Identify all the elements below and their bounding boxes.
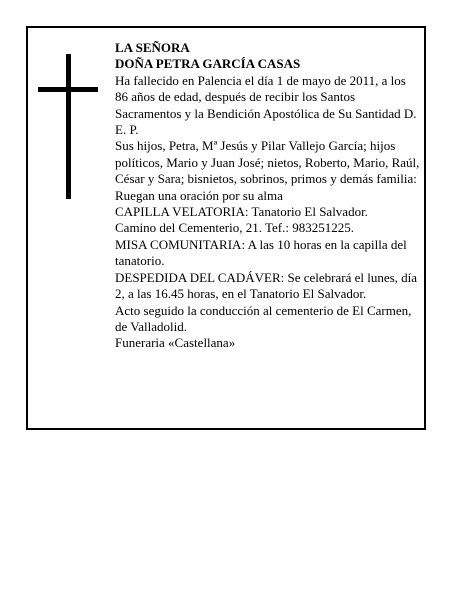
family-list: Sus hijos, Petra, Mª Jesús y Pilar Vallejo García; hijos políticos, Mario y Juan José; nietos, Roberto, Mario, Raúl, César y Sara; bisnietos, sobrinos, primos y demás familia: <box>115 138 420 187</box>
burial-info: Acto seguido la conducción al cementerio de El Carmen, de Valladolid. <box>115 302 412 334</box>
farewell-info: DESPEDIDA DEL CADÁVER: Se celebrará el lunes, día 2, a las 16.45 horas, en el Tanatorio El Salvador. <box>115 269 418 302</box>
notice-text <box>115 40 420 352</box>
mass-info: MISA COMUNITARIA: A las 10 horas en la capilla del tanatorio. <box>115 236 407 269</box>
chapel-info: CAPILLA VELATORIA: Tanatorio El Salvador. <box>115 204 368 220</box>
prayer-request: Ruegan una oración por su alma <box>115 187 283 203</box>
cross-horizontal-bar <box>38 87 98 92</box>
cross-vertical-bar <box>66 54 71 199</box>
chapel-address: Camino del Cementerio, 21. Tef.: 983251225. <box>115 220 354 236</box>
obituary-notice <box>26 26 426 430</box>
funeral-home: Funeraria «Castellana» <box>115 335 236 351</box>
notice-title: LA SEÑORA <box>115 40 190 55</box>
death-announcement: Ha fallecido en Palencia el día 1 de mayo de 2011, a los 86 años de edad, después de recibir los Santos Sacramentos y la Bendición Apostólica de Su Santidad D. E. P. <box>115 72 417 138</box>
deceased-name: DOÑA PETRA GARCÍA CASAS <box>115 56 301 72</box>
cross-icon <box>38 54 98 199</box>
